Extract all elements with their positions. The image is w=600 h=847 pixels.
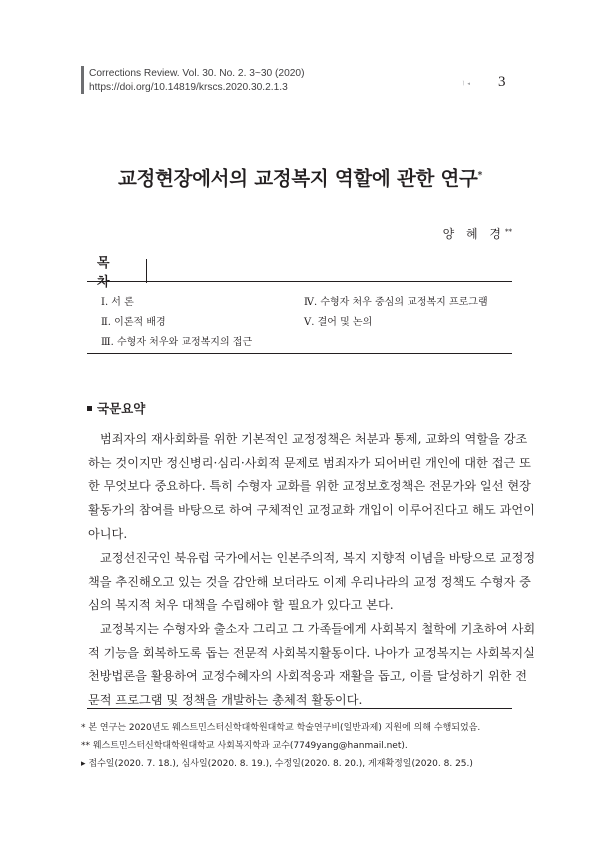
author-name: 양 혜 경 xyxy=(442,227,505,241)
toc-item: Ⅳ. 수형자 처우 중심의 교정복지 프로그램 xyxy=(304,297,488,308)
text-line: 적 기능을 회복하도록 돕는 전문적 사회복지활동이다. 나아가 교정복지는 사회복지실 xyxy=(88,645,535,660)
abstract-paragraph xyxy=(88,618,536,713)
text-line: 책을 추진해오고 있는 것을 감안해 보더라도 이제 우리나라의 교정 정책도 수형자 중 xyxy=(88,574,531,589)
toc-item: Ⅰ. 서 론 xyxy=(101,297,134,308)
author-line xyxy=(443,225,512,242)
toc-heading: 목 차 xyxy=(97,256,120,290)
text-line: 아니다. xyxy=(88,526,128,541)
text-line: 범죄자의 재사회화를 위한 기본적인 교정정책은 처분과 통제, 교화의 역할을 강조 xyxy=(100,432,528,446)
header-bar xyxy=(81,66,84,94)
footnote-author: ** 웨스트민스터신학대학원대학교 사회복지학과 교수(7749yang@hanmail.net). xyxy=(81,741,408,751)
text-line: 교정복지는 수형자와 출소자 그리고 그 가족들에게 사회복지 철학에 기초하여 사회 xyxy=(100,622,536,636)
footnote-rule xyxy=(87,708,512,709)
toc-item: Ⅲ. 수형자 처우와 교정복지의 접근 xyxy=(101,337,253,348)
toc-item: Ⅴ. 결어 및 논의 xyxy=(304,317,373,328)
abstract-paragraph xyxy=(88,428,535,546)
text-line: 한 무엇보다 중요하다. 특히 수형자 교화를 위한 교정보호정책은 전문가와 일선 현장 xyxy=(88,479,531,494)
square-bullet-icon xyxy=(87,406,92,411)
abstract-heading-label: 국문요약 xyxy=(97,401,146,416)
toc-item: Ⅱ. 이론적 배경 xyxy=(101,317,166,328)
title-footnote-marker: * xyxy=(477,171,483,181)
abstract-heading xyxy=(87,399,145,417)
text-line: 교정선진국인 북유럽 국가에서는 인본주의적, 복지 지향적 이념을 바탕으로 교정정 xyxy=(100,551,536,565)
text-line: 심의 복지적 처우 대책을 수립해야 할 필요가 있다고 본다. xyxy=(88,598,394,613)
paper-title xyxy=(0,163,600,191)
text-line: 천방법론을 활용하여 교정수혜자의 사회적응과 재활을 돕고, 이를 달성하기 위한 전 xyxy=(88,669,528,684)
doi-link[interactable]: https://doi.org/10.14819/krscs.2020.30.2.1.3 xyxy=(89,82,288,93)
header-mark: ㅣ ◂ xyxy=(461,81,470,87)
text-line: 활동가의 참여를 바탕으로 하여 구체적인 교정교화 개입이 이루어진다고 해도 과언이 xyxy=(88,503,535,518)
text-line: 문적 프로그램 및 정책을 개발하는 총체적 활동이다. xyxy=(88,693,363,708)
journal-citation: Corrections Review. Vol. 30. No. 2. 3~30 (2020) xyxy=(89,68,305,79)
page-number: 3 xyxy=(498,74,506,90)
text-line: 하는 것이지만 정신병리·심리·사회적 문제로 범죄자가 되어버린 개인에 대한 접근 또 xyxy=(88,455,531,470)
toc-tab xyxy=(87,256,147,290)
footnote-funding: * 본 연구는 2020년도 웨스트민스터신학대학원대학교 학술연구비(일반과제) 지원에 의해 수행되었음. xyxy=(81,723,481,733)
abstract-paragraph xyxy=(88,547,536,618)
footnote-dates: ▸ 접수일(2020. 7. 18.), 심사일(2020. 8. 19.), 수정일(2020. 8. 20.), 게재확정일(2020. 8. 25.) xyxy=(81,759,473,769)
title-text: 교정현장에서의 교정복지 역할에 관한 연구 xyxy=(117,167,478,190)
author-footnote-marker: ** xyxy=(505,228,512,236)
